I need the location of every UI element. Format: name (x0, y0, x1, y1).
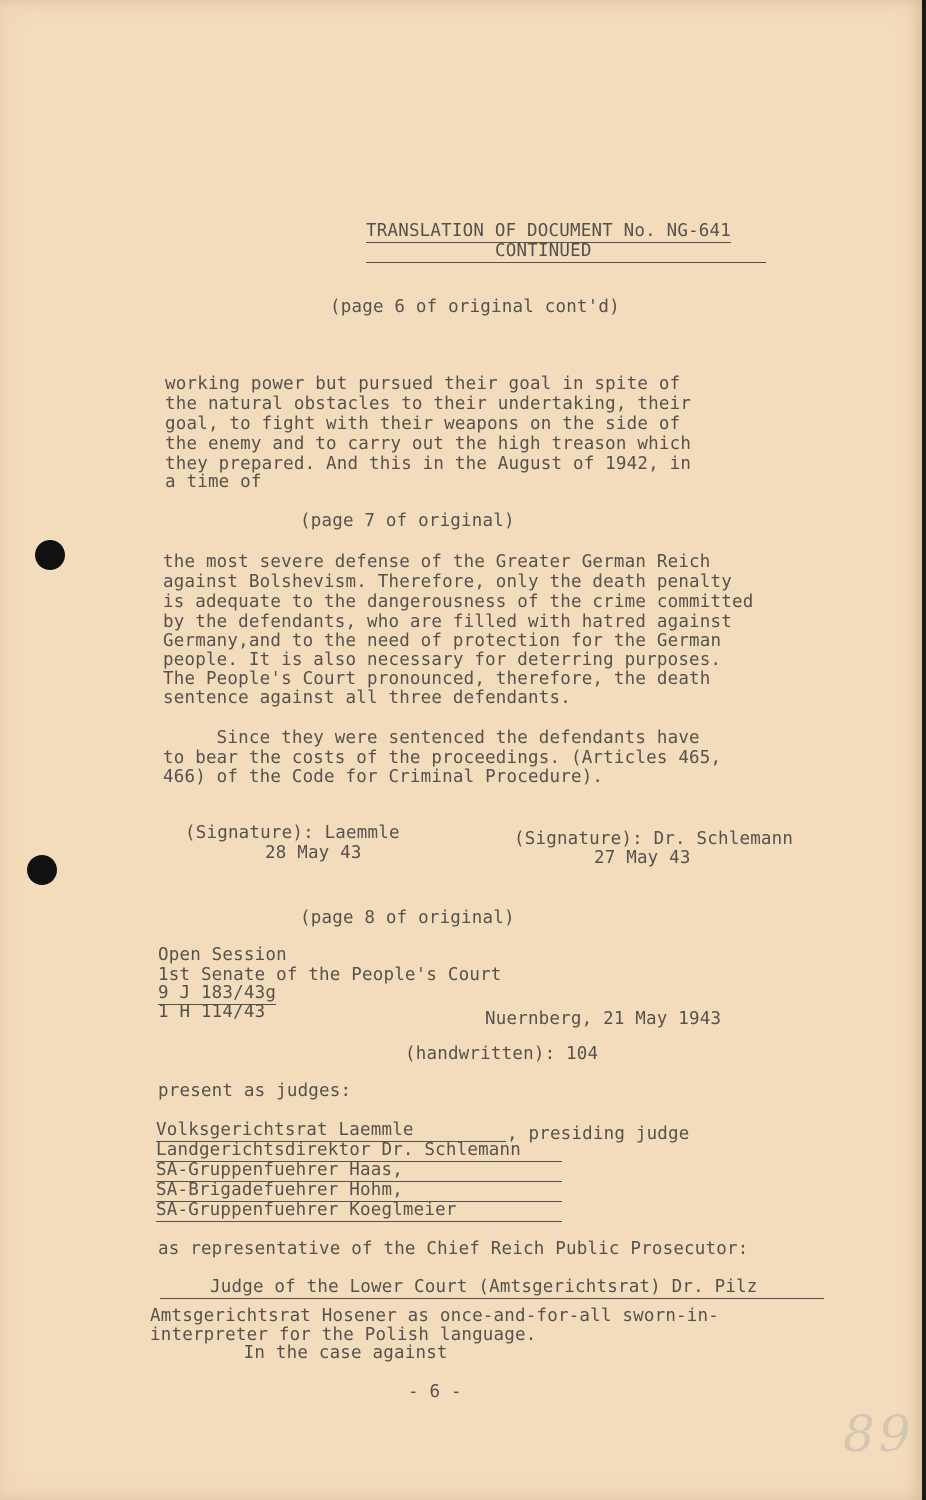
text-line: sentence against all three defendants. (163, 688, 571, 708)
punch-hole-bottom (27, 855, 57, 885)
text-line: the natural obstacles to their undertaking, their (165, 394, 692, 414)
judge-line: SA-Gruppenfuehrer Haas, (156, 1161, 562, 1182)
text-line: is adequate to the dangerousness of the crime committed (163, 592, 754, 612)
handwritten-note: (handwritten): 104 (405, 1044, 599, 1064)
signature-left-date: 28 May 43 (265, 843, 362, 863)
text-line: working power but pursued their goal in spite of (165, 374, 681, 394)
interpreter-line: In the case against (190, 1343, 448, 1363)
text-line: they prepared. And this in the August of 1942, in (165, 454, 692, 474)
session-type: Open Session (158, 945, 287, 965)
text-line: people. It is also necessary for deterring purposes. (163, 650, 722, 670)
text-line: a time of (165, 472, 262, 492)
text-line: The People's Court pronounced, therefore, the death (163, 669, 711, 689)
judge-line: SA-Gruppenfuehrer Koeglmeier (156, 1201, 562, 1222)
document-subtitle: CONTINUED (495, 241, 592, 261)
judge-line: Volksgerichtsrat Laemmle (156, 1121, 506, 1142)
interpreter-line: interpreter for the Polish language. (150, 1325, 537, 1345)
judge-line: SA-Brigadefuehrer Hohm, (156, 1181, 562, 1202)
signature-left: (Signature): Laemmle (185, 823, 400, 843)
handwritten-folio-number: 89 (843, 1405, 915, 1463)
text-line: by the defendants, who are filled with hatred against (163, 612, 733, 632)
page-number: - 6 - (408, 1382, 462, 1402)
court-senate: 1st Senate of the People's Court (158, 965, 502, 985)
document-title: TRANSLATION OF DOCUMENT No. NG-641 (366, 221, 732, 241)
text-line: 466) of the Code for Criminal Procedure). (163, 767, 604, 787)
prosecutor-rule (160, 1298, 824, 1299)
interpreter-line: Amtsgerichtsrat Hosener as once-and-for-all sworn-in- (150, 1306, 720, 1326)
judge-line: Landgerichtsdirektor Dr. Schlemann (156, 1141, 562, 1162)
punch-hole-top (35, 540, 65, 570)
prosecutor-name: Judge of the Lower Court (Amtsgerichtsrat) Dr. Pilz (210, 1277, 758, 1297)
text-line: Germany,and to the need of protection for the German (163, 631, 722, 651)
page-marker-6: (page 6 of original cont'd) (330, 297, 620, 317)
case-number: 9 J 183/43g (158, 983, 277, 1003)
register-number: 1 H 114/43 (158, 1002, 266, 1022)
text-line: the enemy and to carry out the high treason which (165, 434, 692, 454)
place-date: Nuernberg, 21 May 1943 (485, 1009, 722, 1029)
text-line: against Bolshevism. Therefore, only the death penalty (163, 572, 733, 592)
present-heading: present as judges: (158, 1081, 352, 1101)
text-line: goal, to fight with their weapons on the side of (165, 414, 681, 434)
page-marker-7: (page 7 of original) (300, 511, 515, 531)
signature-right-date: 27 May 43 (594, 848, 691, 868)
presiding-suffix: , presiding judge (507, 1124, 690, 1144)
text-line: the most severe defense of the Greater German Reich (163, 552, 711, 572)
prosecutor-label: as representative of the Chief Reich Public Prosecutor: (158, 1239, 749, 1259)
text-line: Since they were sentenced the defendants have (163, 728, 700, 748)
signature-right: (Signature): Dr. Schlemann (514, 829, 794, 849)
page-marker-8: (page 8 of original) (300, 908, 515, 928)
header-rule (366, 262, 766, 263)
text-line: to bear the costs of the proceedings. (Articles 465, (163, 748, 722, 768)
